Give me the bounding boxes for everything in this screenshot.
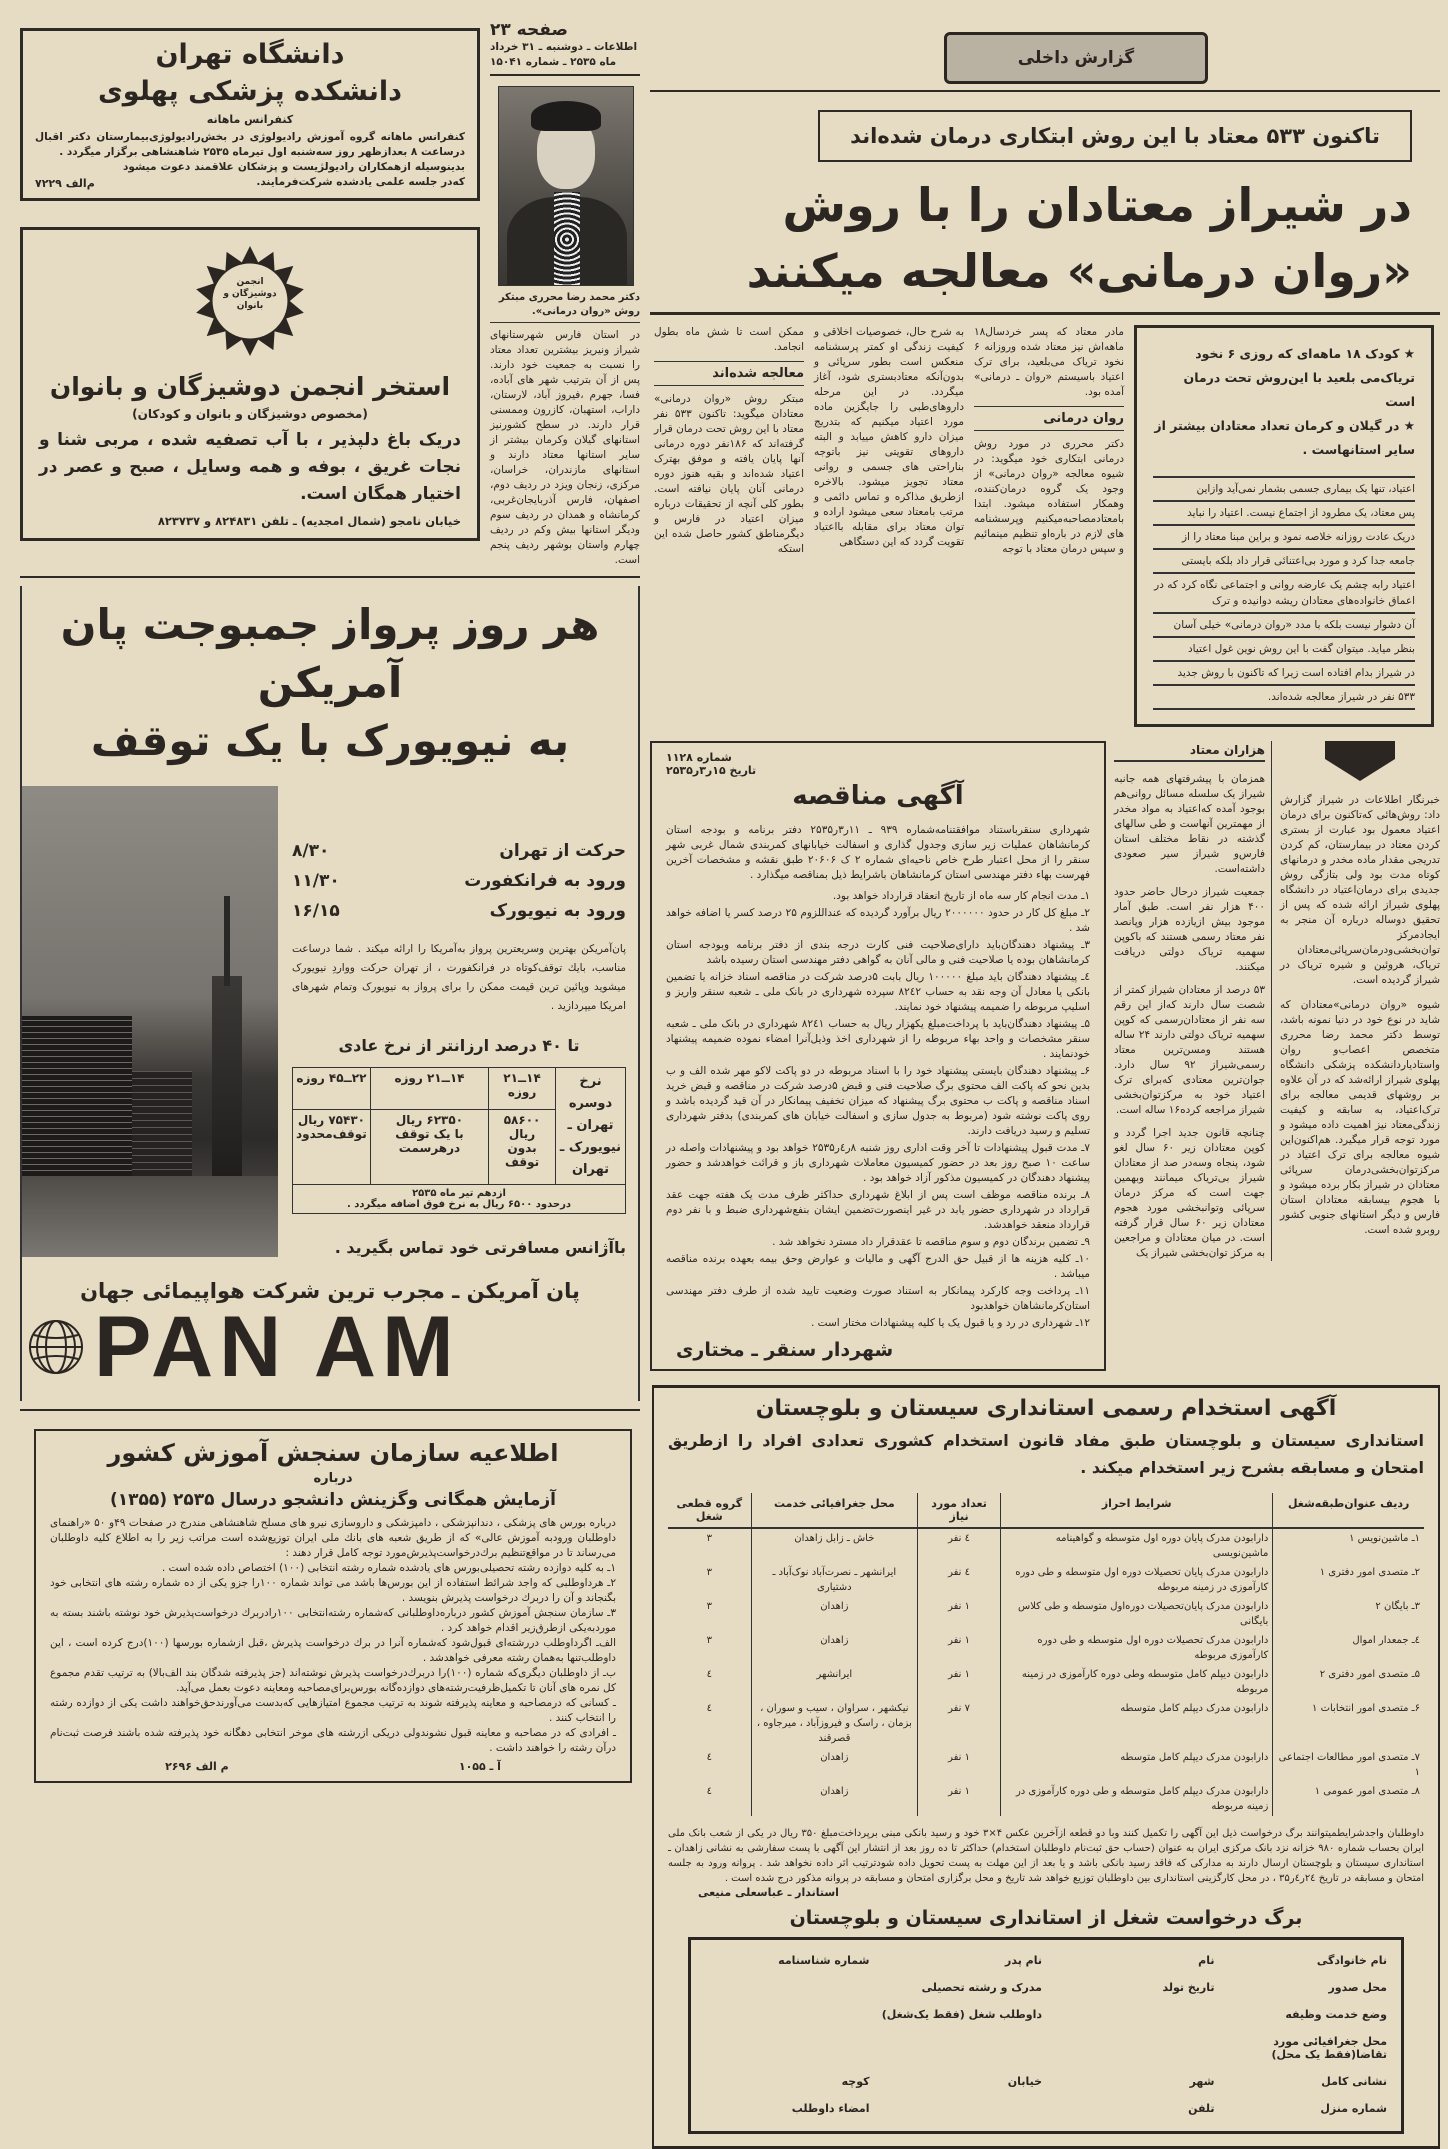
pool-ad [20,227,480,541]
arrow-down-icon [1325,741,1395,781]
table-row [668,1665,1424,1699]
table-cell: زاهدان [751,1631,917,1665]
form-field-label: شهر [1189,2075,1215,2088]
table-cell: ٤ نفر [918,1563,1001,1597]
star-icon: ★ [1399,346,1415,361]
jobs-signature: استاندار ـ عباسعلی منیعی [698,1886,839,1899]
form-row [705,1981,1387,1994]
fare-period: ۱۴ــ۲۱ روزه [489,1068,556,1110]
fare-period: ۲۲ــ۴۵ روزه [293,1068,371,1110]
table-cell: دارابودن مدرک پایان‌تحصیلات دوره‌اول متوسطه و طی کلاس بایگانی [1001,1597,1273,1631]
table-cell: ۲ـ متصدی امور دفتری ۱ [1273,1563,1424,1597]
table-cell: دارابودن مدرک پایان تحصیلات دوره اول متوسطه و طی دوره کارآموزی در زمینه مربوطه [1001,1563,1273,1597]
column-text: شیوه «روان درمانی»معتادان که شاید در نوع خود در دنیا نمونه باشد، توسط دکتر محمد رضا محرری متخصص اعصاب‌و روان واستادیاردانشکده پزشکی دانشگاه پهلوی شیراز ارائه‌شد که در آن علاوه بر روشهای قدیمی معالجه برای ترک‌اعتیاد، به سابقه و کیفیت زندگی‌معتاد نیز اهمیت داده میشود و مورد توجه قرار میگیرد. هم‌اکنون‌این شیوه معالجه برای ترک اعتیاد در مرکزتوان‌بخشی‌درمان سرپائی معتادان در شیراز بکار برده میشود و با هجوم بیسابقه معتادان استان فارس و دیگر استانهای جنوبی کشور روبرو شده است. [1280,999,1440,1236]
tender-item: ۱۲ـ شهرداری در رد و یا قبول یک یا کلیه پیشنهادات مختار است . [810,1317,1090,1329]
form-title: برگ درخواست شغل از استانداری سیستان و بلوچستان [789,1907,1303,1929]
ad-text-2: بدینوسیله ازهمکاران رادیولژیست و پزشکان علاقمند دعوت میشود که‌در جلسه علمی یادشده شرکت‌فرمایند. [123,161,465,188]
form-field-label: محل صدور [1328,1981,1387,1994]
pool-title: استخر انجمن دوشیزگان و بانوان [49,372,451,401]
exam-item: ۲ـ هرداوطلبی که واجد شرائط استفاده از این بورس‌ها باشد می تواند شماره ۱۰۰را جزو یکی از ده شماره رشته های انتخابی خود بگنجاند و آن را دربرك درخواست پذیرش بنویسد . [50,1577,616,1604]
fare-table [292,1067,626,1214]
price: ۷۵۴۳۰ ریال [297,1112,365,1127]
exam-code: آ ـ ۱۰۵۵ [458,1760,501,1773]
highlight-line: بنظر میاید. میتوان گفت با این روش نوین غول اعتیاد [1153,638,1415,662]
table-cell: دارابودن مدرک دیپلم کامل متوسطه و طی دوره کارآموزی در زمینه مربوطه [1001,1782,1273,1816]
form-field-label: وضع خدمت وظیفه [1285,2008,1387,2021]
column-text: ممکن است تا شش ماه بطول انجامد. [654,326,804,353]
table-cell: ۳ [706,1601,713,1612]
article-column-4 [974,325,1124,557]
tender-item: ۶ـ پیشنهاد دهندگان بایستی پیشنهاد خود را با اسناد مربوطه در دو پاکت لاکو مهر شده الف و ب بدین نحو که پاکت الف محتوی برگ صلاحیت فنی و قبض ۵درصد شرکت در مناقصه و قبض خرید اسناد مناقصه و پاکت ب محتوی برگ پیشنهاد که میزان تخفیف پیمانکار در آن قید گردیده باشد و روی پاکت نوشته شود (مربوط به جدول سازی و اسفالت خیابان های کمربندی) بدفتر شهرداری تسلیم و رسید دریافت دارند. [666,1065,1090,1137]
panam-headline-1: هر روز پرواز جمبوجت پان آمریکن [60,600,600,707]
column-subheading: روان درمانی [974,406,1124,431]
article-highlight-box [1134,325,1434,727]
ad-label: کنفرانس ماهانه [206,113,294,126]
table-cell: خاش ـ زابل زاهدان [751,1528,917,1563]
divider [20,576,640,578]
tender-notice [650,741,1106,1371]
form-field-label [705,1981,870,1994]
table-row [668,1631,1424,1665]
emblem-icon [195,246,305,356]
column-text: دکتر محرری در مورد روش درمانی ابتکاری خود میگوید: در شیوه معالجه «روان درمانی» از وجود یک گروه درمان‌کننده، وهمکار استفاده میشود. ابتدا بامعتادمصاحبه‌میکنیم وپرسشنامه های لازم در باره‌او تنظیم مینمائیم و سپس درمان معتاد با توجه [974,438,1124,555]
table-row [668,1748,1424,1782]
column-header: محل جغرافیائی خدمت [751,1493,917,1528]
left-ads [20,20,480,568]
column-text: چنانچه قانون جدید اجرا گردد و کوپن معتادان زیر ۶۰ سال لغو شود، پنجاه وسه‌در صد از معتادان شیراز بی‌تریاک میمانند وبهمین جهت است که مرکز درمان سرپائی وتوانبخشی مورد هجوم معتادان زیر ۶۰ سال قرار گرفته است. در میان معتادان و مراجعین به مرکز توان‌بخشی شیراز یک [1114,1127,1266,1259]
tender-intro: شهرداری سنقرباستناد موافقتنامه‌شماره ۹۳۹ ـ ۱۱ر۳ر۲۵۳۵ دفتر برنامه و بودجه استان کرمانشاهان عملیات زیر سازی وجدول گذاری و اسفالت خیابانهای کمربندی شمال غربی شهر سنقر را از محل اعتبار طرح خاص ناحیه‌ای شماره ۲ ک ۲۰۶۰۶ طبق نقشه و مشخصات آخرین فهرست بهاء دفتر مهندسی استان کرمانشاهان باشرایط ذیل بمناقصه میگذارد . [666,824,1090,881]
table-cell: زاهدان [751,1782,917,1816]
tender-item: ۲ـ مبلغ کل کار در حدود ۲۰۰۰۰۰۰ ریال برآورد گردیده که عنداللزوم ۲۵ درصد کسر یا اضافه خواهد شد . [666,907,1090,934]
exam-item: الف‌ـ اگرداوطلب دررشته‌ای قبول‌شود که‌شماره آنرا در برك درخواست پذیرش ،قبل ازشماره بورسها (۱۰۰)درج کرده است ، این داوطلب‌تنها به‌همان رشته معرفی خواهدشد . [50,1637,616,1664]
tender-number: شماره ۱۱۲۸ [666,751,732,764]
exam-subtitle: آزمایش همگانی وگزینش دانشجو درسال ۲۵۳۵ (۱۳۵۵) [110,1490,556,1510]
highlight-line: آن دشوار نیست بلکه با مدد «روان درمانی» خیلی آسان [1153,614,1415,638]
panam-text: پان‌آمریکن بهترین وسریعترین پرواز به‌آمریکا را ارائه میکند . شما درساعت مناسب، بایك توقف‌کوتاه در فرانکفورت ، از تهران حرکت وواردِ نیویورک میشوید وپائین ترین قیمت ممکن را برای پرواز به نیویورک وتمام شهرهای امریکا میپردازید . [292,943,626,1012]
panam-body [22,786,638,1257]
exam-item: ۳ـ سازمان سنجش آموزش کشور درباره‌داوطلبانی که‌شماره رشته‌انتخابی ۱۰۰رادربرك درخواست‌پذیرش خود نوشته باشند بسته به موردبه‌یکی ازطرق‌زیر اقدام خواهد کرد . [50,1607,616,1634]
panam-contact: باآژانس مسافرتی خود تماس بگیرید . [334,1238,626,1257]
column-header: تعداد مورد نیاز [918,1493,1001,1528]
exam-item: ـ افرادی که در مصاحبه و معاینه قبول نشوندولی دریکی ازرشته های موخر انتخابی دهگانه خود پذیرفته شده باشند فرصت ثبت‌نام درآن رشته را خواهند داشت . [50,1727,616,1754]
ad-text: کنفرانس ماهانه گروه آموزش رادیولوژی در بخش‌رادیولوژی‌بیمارستان دکتر اقبال درساعت ۸ بعدازظهر روز سه‌شنبه اول تیرماه ۲۵۳۵ شاهنشاهی برگزار میگردد . [35,131,465,158]
table-cell: دارابودن مدرک دیپلم کامل متوسطه [1001,1748,1273,1782]
highlight-lined-text [1153,476,1415,710]
form-field-label: نام [1198,1954,1215,1967]
table-cell: ٤ـ جمعدار اموال [1273,1631,1424,1665]
form-field-label: امضاء داوطلب [791,2102,870,2115]
note: با یک توقف درهرسمت [395,1126,464,1155]
column-text: همزمان با پیشرفتهای همه جانبه شیراز یک سلسله مسائل روانی‌هم بوجود آمده که‌اعتیاد به مواد مخدر از مهمترین آنهاست و طی سالهای گذشته در نقاط مختلف استان فارس‌و شیراز سیر صعودی داشته‌است. [1114,773,1265,875]
form-field-label: داوطلب شغل (فقط یک‌شغل) [881,2008,1042,2021]
table-row [668,1782,1424,1816]
column-subheading: هزاران معتاد [1114,741,1265,762]
article-headline [650,162,1440,315]
exam-intro: درباره بورس های پزشکی ، دندانپزشکی ، دامپزشکی و داروسازی نیرو های مسلح شاهنشاهی مندرج در صفحات ۴۹و ۵۰ «راهنمای داوطلبان ورودبه آموزش عالی» که از طریق شعبه های بانك ملی ایران توزیع‌شده است مراتب زیر را به اطلاع کلیه داوطلبان می‌رساند تا در مواقع‌تنظیم برك‌درخواست‌پذیرش‌مورد توجه کامل قرار دهند : [50,1517,616,1559]
column-text: جمعیت شیراز درحال حاضر حدود ۴۰۰ هزار نفر است. طبق آمار موجود بیش ازیازده هزار وپانصد نفر معتاد رسمی هستند که باکوپن سهمیه تریاک دولتی دریافت میکنند. [1114,886,1265,973]
table-cell: ایرانشهر [751,1665,917,1699]
column-header: شرایط احراز [1001,1493,1273,1528]
water [22,1176,278,1257]
fare-period: ۱۴ــ۲۱ روزه [370,1068,488,1110]
form-field-label: کوچه [841,2075,870,2088]
highlight-line: پس معتاد، یک مطرود از اجتماع نیست. اعتیاد را نباید [1153,502,1415,526]
bullet-text: کودک ۱۸ ماهه‌ای که روزی ۶ نخود تریاک‌می بلعید با این‌روش تحت درمان است [1183,346,1415,409]
table-cell: ۸ـ متصدی امور عمومی ۱ [1273,1782,1424,1816]
schedule-label: ورود به نیویورک [489,901,626,921]
schedule-time: ۱۶/۱۵ [292,901,340,921]
highlight-bullet [1153,414,1415,462]
exam-notice [34,1429,632,1783]
lower-row [650,741,1440,1371]
ad-title: دانشگاه تهران [155,39,345,70]
form-field-label: مدرک و رشته تحصیلی [921,1981,1042,1994]
form-row [705,2075,1387,2088]
tender-item: ٤ـ پیشنهاد دهندگان باید مبلغ ۱۰۰۰۰۰ ریال بابت ۵درصد شرکت در مناقصه اسناد خزانه یا تضمین بانکی یا معادل آن وجه نقد به حساب ۸۲٤۲ سپرده شهرداری در بانک ملی ـ شعبه سنقر واریز و اسلیپ مربوطه را ضمیمه پیشنهاد خود نمایند. [666,971,1090,1013]
table-cell: ۷ـ متصدی امور مطالعات اجتماعی ۱ [1273,1748,1424,1782]
pool-address: خیابان نامجو (شمال امجدیه) ـ تلفن ۸۲۴۸۳۱ و ۸۲۳۷۳۷ [157,514,461,528]
tender-item: ۵ـ پیشنهاد دهندگان‌باید با پرداخت‌مبلغ یکهزار ریال به حساب ۸۲٤۱ شهرداری در بانک ملی ـ شعبه سنقر مشخصات و واحد بهاء مربوطه را از شهرداری اخذ وذیل‌آنرا امضاء نموده ضمیمه پیشنهاد خودنمایند . [666,1018,1090,1060]
schedule-time: ۸/۳۰ [292,841,330,861]
pool-subtitle: (مخصوص دوشیزگان و بانوان و کودکان) [132,407,368,421]
form-field-label: نام خانوادگی [1316,1954,1387,1967]
right-region [650,20,1440,2149]
table-cell: ۳ [706,1635,713,1646]
section-label: گزارش داخلی [944,32,1208,84]
panam-ad [20,586,640,1401]
ad-subtitle: دانشکده پزشکی پهلوی [98,76,402,107]
column-text: ۵۳ درصد از معتادان شیراز کمتر از شصت سال دارند که‌از این رقم سه نفر از معتادان‌رسمی که کوپن سهمیه تریاک دولتی دارند ۲۴ ساله هستند ومسن‌ترین معتاد رسمی‌شیراز ۹۲ سال دارد. جوان‌ترین معتادی که‌برای ترک اعتیاد خود به مرکزتوان‌بخشی شیراز مراجعه کرده۱۶ ساله است. [1114,984,1265,1116]
highlight-line: دریک عادت روزانه خلاصه نمود و براین مبنا معتاد را از [1153,526,1415,550]
table-cell: ۱ نفر [918,1631,1001,1665]
table-cell: ۱ـ ماشین‌نویس ۱ [1273,1528,1424,1563]
table-cell: ایرانشهر ـ نصرت‌آباد نوک‌آباد ـ دشتیاری [751,1563,917,1597]
panam-logo-row [22,1299,638,1395]
form-field-label: تلفن [1188,2102,1215,2115]
form-field-label [1050,2008,1215,2021]
article-column-5 [1280,741,1440,1261]
tie [554,192,580,286]
table-cell: ۳ [706,1567,713,1578]
highlight-line: جامعه جدا کرد و مورد بی‌اعتنائی قرار داد بلکه بایستی [1153,550,1415,574]
masthead [650,20,1440,92]
table-cell: دارابودن دیپلم کامل متوسطه وطی دوره کارآموزی در زمینه مربوطه [1001,1665,1273,1699]
fare-price [370,1109,488,1184]
column-text: مادر معتاد که پسر خردسال۱۸ ماهه‌اش نیز معتاد شده وروزانه ۶ نخود تریاک می‌بلعید، برای ترک اعتیاد باسیستم «روان ـ درمانی» آمده بود. [974,326,1124,398]
masthead-rule [490,74,640,76]
note: بدون توقف [504,1140,540,1169]
new-york-skyline-photo [22,786,278,1257]
column-header: ردیف عنوان‌طبقه‌شغل [1273,1493,1424,1528]
building [132,1071,192,1176]
tender-item: ۷ـ مدت قبول پیشنهادات تا آخر وقت اداری روز شنبه ۸ر٤ر۲۵۳۵ خواهد بود و پیشنهادات واصله در ساعت ۱۰ صبح روز بعد در حضور کمیسیون معاملات شهرداری باز و قرائت خواهدشد و حضور پیشنهاد دهندگان در کمیسیون مذکور آزاد خواهد بود . [666,1142,1090,1184]
form-field-label [878,2035,1043,2061]
schedule-label: حرکت از تهران [499,841,626,861]
tender-item: ۱۱ـ پرداخت وجه کارکرد پیمانکار به استناد صورت وضعیت تایید شده از طرف دفتر مهندسی استان‌کرمانشاهان خواهدبود [666,1285,1090,1312]
form-field-label: شماره شناسنامه [778,1954,870,1967]
tender-title: آگهی مناقصه [792,781,964,811]
table-header-row [668,1493,1424,1528]
table-row [668,1597,1424,1631]
highlight-line: ۵۳۳ نفر در شیراز معالجه شده‌اند. [1153,686,1415,710]
article-columns [650,325,1440,727]
table-cell: زاهدان [751,1748,917,1782]
panam-text-column [288,786,638,1257]
schedule-time: ۱۱/۳۰ [292,871,340,891]
author-photo [498,86,634,286]
university-ad [20,28,480,201]
jobs-table [668,1493,1424,1816]
building [22,1016,132,1176]
schedule-row [292,866,626,896]
fare-header: نرخ دوسره تهران ـ نیویورک ـ تهران [556,1068,626,1185]
form-field-label: نام پدر [1005,1954,1042,1967]
bullet-text: در گیلان و کرمان تعداد معتادان بیشتر از سایر استانهاست . [1154,418,1415,457]
form-row [705,2035,1387,2061]
article-column-2 [654,325,804,557]
footnote-line: ازدهم تیر ماه ۲۵۳۵ [412,1188,506,1199]
article-kicker: تاکنون ۵۳۳ معتاد با این روش ابتکاری درمان شده‌اند [818,110,1412,162]
table-cell: نیکشهر ، سراوان ، سیب و سوران ، بزمان ، راسک و فیروزآباد ، میرجاوه ، قصرقند [751,1699,917,1748]
highlight-line: اعتیاد رابه چشم یک عارضه روانی و اجتماعی نگاه کرد که در اعماق خانواده‌های معتادان ریشه دوانیده و ترک [1153,574,1415,614]
article-column-1: در استان فارس شهرستانهای شیراز ونیریز بیشترین تعداد معتاد را نسبت به جمعیت خود دارند. پس از آن بترتیب شهر های آباده، فسا، جهرم ،فیروز آباد، لارستان، داراب، استهبان، کازرون وممسنی قرار دارند. در سطح کشورنیز استانهای گیلان وکرمان بیشتر از سایر استانها معتاد دارند و استانهای مازندران، خراسان، مرکزی، زنجان ویزد در ردیف دوم، اصفهان، فارس آذربایجان‌غربی، کرمانشاه و همدان در ردیف سوم ودیگر استانها بیش وکم در ردیف چهارم واستان بوشهر ردیف پنجم است. [490,329,640,566]
price: ۵۸۶۰۰ ریال [503,1112,541,1141]
table-cell: ۱ نفر [918,1782,1001,1816]
tender-items [666,889,1090,1331]
schedule-label: ورود به فرانکفورت [464,871,626,891]
page-number: صفحه ۲۳ [490,20,568,40]
panam-logo: PAN AM [94,1299,460,1395]
tender-date: تاریخ ۱۵ر۳ر۲۵۳۵ [666,764,757,777]
schedule-row [292,896,626,926]
exam-items [50,1561,616,1756]
tender-item: ۱ـ مدت انجام کار سه ماه از تاریخ انعقاد قرارداد خواهد بود. [832,890,1090,902]
form-row [705,2008,1387,2021]
jobs-ad [652,1385,1440,2149]
issue-number: ماه ۲۵۳۵ ـ شماره ۱۵۰۴۱ [490,56,617,68]
schedule-row [292,836,626,866]
table-cell: دارابودن مدرک تحصیلات دوره اول متوسطه و طی دوره کارآموزی مربوطه [1001,1631,1273,1665]
tender-item: ۱۰ـ کلیه هزینه ها از قبیل حق الدرج آگهی و مالیات و عوارض وحق بیمه بعهده برنده مناقصه میباشد . [666,1253,1090,1280]
exam-about: درباره [313,1471,353,1486]
exam-item: ۱ـ به کلیه دوازده رشته تحصیلی‌بورس های یادشده شماره رشته انتخابی (۱۰۰) اختصاص داده شده است . [161,1562,616,1574]
fare-footnote [293,1185,626,1214]
jobs-intro: استانداری سیستان و بلوچستان طبق مفاد قانون استخدام کشوری تعدادی افراد را ازطریق امتحان و مسابقه بشرح زیر استخدام میکند . [668,1431,1424,1477]
fare-price [293,1109,371,1184]
form-row [705,2102,1387,2115]
table-cell: ۳ [706,1533,713,1544]
form-row [705,1954,1387,1967]
column-subheading: معالجه شده‌اند [654,361,804,386]
form-field-label: نشانی کامل [1321,2075,1387,2088]
form-field-label [1050,2035,1215,2061]
footnote-line: درحدود ۶۵۰۰ ریال به نرخ فوق اضافه میگردد . [346,1199,572,1210]
table-cell: ۱ نفر [918,1665,1001,1699]
hair [531,101,601,131]
article-headline-1: در شیراز معتادان را با روش [782,178,1412,232]
table-cell: دارابودن مدرک دیپلم کامل متوسطه [1001,1699,1273,1748]
flight-schedule [292,836,626,926]
tender-item: ۹ـ تضمین برندگان دوم و سوم مناقصه تا عقدقرار داد مسترد نخواهد شد . [772,1236,1090,1248]
form-field-label: خیابان [1007,2075,1042,2088]
table-cell: ۷ نفر [918,1699,1001,1748]
form-field-label: تاریخ تولد [1162,1981,1215,1994]
pool-text: دریک باغ دلپذیر ، با آب تصفیه شده ، مربی شنا و نجات غریق ، بوفه و همه وسایل ، صبح و عصر در اختیار همگان است. [39,430,461,504]
panam-discount: تا ۴۰ درصد ارزانتر از نرخ عادی [338,1036,580,1055]
table-row [668,1528,1424,1563]
table-cell: ٤ نفر [918,1528,1001,1563]
table-cell: ٤ [706,1669,713,1680]
photo-column [490,20,640,568]
star-icon: ★ [1399,418,1415,433]
table-cell: ٤ [706,1703,713,1714]
panam-headline-2: به نیویورک با یک توقف [90,716,570,765]
issue-date: اطلاعات ـ دوشنبه ـ ۳۱ خرداد [490,41,638,53]
article-headline-2: «روان درمانی» معالجه میکنند [746,244,1412,298]
right-columns [1114,741,1440,1261]
panam-tagline: پان آمریکن ـ مجرب ترین شرکت هواپیمائی جهان [80,1279,580,1303]
column-text: خبرنگار اطلاعات در شیراز گزارش داد: روش‌هائی که‌تاکنون برای درمان اعتیاد معمول بود عبارت از بستری کردن معتاد در بیمارستان، کم کردن تدریجی مقدار ماده مخدر و درمانهای کوتاه مدت بود ولی بتازگی روش جدیدی برای درمان‌اعتیاد در دانشگاه پهلوی شیراز ارائه شده که پس از تحقیق دوساله درباره آن منجر به ایجادمرکز توان‌بخشی‌ودرمان‌سرپائی‌معتادان تریاک، هروئین و شیره تریاک در شیراز گردیده است. [1280,794,1440,986]
table-cell: ۶ـ متصدی امور انتخابات ۱ [1273,1699,1424,1748]
highlight-line: اعتیاد، تنها یک بیماری جسمی بشمار نمی‌آید وازاین [1153,478,1415,502]
left-region [20,20,640,1783]
tender-signature: شهردار سنقر ـ مختاری [676,1339,894,1361]
panam-globe-icon [28,1319,84,1375]
column-header: گروه قطعی شغل [668,1493,751,1528]
table-row [668,1699,1424,1748]
table-cell: ۱ نفر [918,1597,1001,1631]
form-field-label [878,2102,1043,2115]
table-cell: ۳ـ بایگان ۲ [1273,1597,1424,1631]
article-column-6 [1114,741,1272,1261]
fare-price [489,1109,556,1184]
form-field-label [705,2035,870,2061]
price: ۶۲۳۵۰ ریال [395,1112,464,1127]
building-spire [212,976,242,1176]
left-top-row [20,20,640,568]
divider [20,1409,640,1411]
column-text: مبتکر روش «روان درمانی» معتادان میگوید: تاکنون ۵۳۳ نفر معتاد با این روش تحت درمان قرار گرفته‌اند که ۱۸۶نفر دوره درمانی آنها پایان یافته و موفق بهترک اعتیاد شده‌اند و بقیه هنوز دوره درمانی آنان پایان نیافته است. بطور کلی آنچه از تحقیقات درباره میزان اعتیاد در فارس و دیگرمناطق کشور حاصل شده این استکه [654,393,805,555]
highlight-line: در شیراز بدام افتاده است زیرا که تاکنون با روش جدید [1153,662,1415,686]
table-cell: ۱ نفر [918,1748,1001,1782]
exam-item: ب‌ـ از داوطلبان دیگری‌که شماره (۱۰۰)را دربرك‌درخواست پذیرش نوشته‌اند (جز پذیرفته شدگان بند الف‌بالا) به ترتیب تقدم مجموع کل نمره های آنان تا تکمیل‌ظرفیت‌رشته‌های دوازده‌گانه بورس‌برای‌مصاحبه ومعاینه دعوت بعمل می‌آید. [50,1667,616,1694]
tender-item: ۳ـ پیشنهاد دهندگان‌باید دارای‌صلاحیت فنی کارت درجه بندی از دفتر برنامه وبودجه استان کرمانشاهان بوده یا صلاحیت فنی و مالی آنان به گواهی دفتر مهندسی استان رسیده باشد [666,939,1090,966]
table-cell: ٤ [706,1752,713,1763]
spire [224,896,230,986]
application-form [688,1937,1404,2134]
exam-item: ـ کسانی که درمصاحبه و معاینه پذیرفته شوند به ترتیب مجموع امتیازهایی که‌بدست می‌آورندحق‌خواهند داشت یکی از دوازده رشته را انتخاب کنند . [50,1697,616,1724]
form-field-label: شماره منزل [1320,2102,1387,2115]
jobs-instructions: داوطلبان واجدشرایطمیتوانند برگ درخواست ذیل این آگهی را تکمیل کنند وبا دو قطعه ازآخرین عکس ۴×۳ خود و رسید بانکی مبنی برپرداخت‌مبلغ ۳۵۰ ریال در یکی از شعب بانک ملی ایران بحساب شماره ۹۸۰ خزانه نزد بانک مرکزی ایران به عنوان (حساب حق ثبت‌نام داوطلبان استخدام) حداکثر تا ده روز بعد از انتشار این آگهی با پست سفارشی به نشانی زاهدان ـ استانداری سیستان و بلوچستان ارسال دارند به مدارکی که فاقد رسید بانکی باشد و یا بعد از این مهلت به پست تحویل داده شود‌ترتیب اثر داده نخواهد شد . پروانه ورود به جلسه امتحان و مسابقه در تاریخ ۲٤ر٤ر۳۵ ، در محل کارگزینی استانداری بین داوطلبان توزیع خواهد شد تاریخ و محل برگزاری امتحان و مسابقه در پروانه مذکور درج شده است . [668,1828,1424,1884]
emblem-text: انجمن دوشیزگان و بانوان [223,277,277,311]
exam-title: اطلاعیه سازمان سنجش آموزش کشور [107,1439,559,1467]
table-cell: زاهدان [751,1597,917,1631]
table-cell: دارابودن مدرک پایان دوره اول متوسطه و گواهینامه ماشین‌نویسی [1001,1528,1273,1563]
photo-caption: دکتر محمد رضا محرری مبتکر روش «روان درمانی». [490,286,640,323]
ad-code: م‌الف ۷۲۲۹ [35,177,95,190]
form-field-label [705,2008,870,2021]
tender-item: ۸ـ برنده مناقصه موظف است پس از ابلاغ شهرداری حداکثر ظرف مدت یک هفته جهت عقد قرارداد در شهرداری حضور یابد در غیر اینصورت‌تضمین ایشان بنفع‌شهرداری ضبط و با نفر دوم قرارداد منعقد خواهدشد. [666,1189,1090,1231]
highlight-bullet [1153,342,1415,414]
article-column-3: به شرح حال، خصوصیات اخلاقی و کیفیت زندگی او کمتر پرسشنامه منعکس است بطور سرپائی و بدون‌آنکه معتادبستری شود، آغاز میگردد. در این مرحله داروهای‌طبی را جایگزین ماده مورد اعتیاد میکنیم که بتدریج میزان دارو کاهش مییابد و البته داروهای تقویتی نیز باتوجه بناراحتی های جسمی و روانی معتاد تجویز میشود. بالاخره ازطریق مذاکره و تماس دائمی و مرتب بامعتاد سعی میشود اراده و توان معتاد برای مقابله بااعتیاد تقویت گردد که این دستگاهی [814,326,964,548]
table-cell: ٤ [706,1786,713,1797]
table-row [668,1563,1424,1597]
note: توقف‌محدود [296,1126,367,1141]
exam-code: م الف ۲۶۹۶ [165,1760,229,1773]
table-cell: ۵ـ متصدی امور دفتری ۲ [1273,1665,1424,1699]
form-field-label: محل جغرافیائی مورد تقاضا(فقط یک محل) [1271,2035,1387,2061]
jobs-title: آگهی استخدام رسمی استانداری سیستان و بلوچستان [755,1396,1337,1421]
